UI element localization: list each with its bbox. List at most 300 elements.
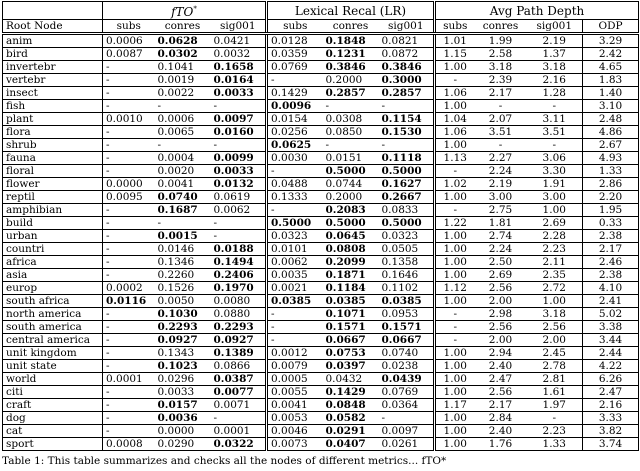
value-cell: 0.2406 [211,269,267,282]
value-cell: 4.10 [583,282,639,295]
value-cell: 0.3846 [379,61,435,74]
value-cell: 2.35 [527,269,583,282]
value-cell: - [211,412,267,425]
value-cell: 3.06 [527,152,583,165]
value-cell: 0.0744 [323,178,379,191]
value-cell: 0.0015 [155,230,211,243]
value-cell: 1.00 [435,243,475,256]
value-cell: - [435,204,475,217]
value-cell: 1.00 [435,438,475,451]
value-cell: - [103,139,155,152]
value-cell: 2.56 [527,321,583,334]
value-cell: 0.2000 [323,191,379,204]
value-cell: 1.00 [435,425,475,438]
value-cell: 0.5000 [379,217,435,230]
value-cell: 2.00 [475,295,527,308]
value-cell: 1.00 [435,139,475,152]
value-cell: 2.23 [527,243,583,256]
value-cell: - [103,61,155,74]
subheader-cell: conres [155,20,211,34]
table-row [3,139,639,152]
value-cell: 0.2000 [323,74,379,87]
value-cell: 0.0001 [103,373,155,386]
value-cell: 0.0740 [379,347,435,360]
root-node-cell: cat [3,425,103,438]
value-cell: 1.12 [435,282,475,295]
value-cell: 0.0095 [103,191,155,204]
value-cell: 0.1343 [155,347,211,360]
value-cell: 0.0080 [211,295,267,308]
value-cell: 0.0065 [155,126,211,139]
value-cell: - [267,74,323,87]
value-cell: 2.16 [583,399,639,412]
value-cell: 0.0032 [211,48,267,61]
value-cell: 0.0006 [155,113,211,126]
value-cell: 0.0041 [267,399,323,412]
value-cell: - [103,243,155,256]
value-cell: 0.0157 [155,399,211,412]
value-cell: 1.00 [435,295,475,308]
value-cell: 0.0030 [267,152,323,165]
value-cell: - [323,100,379,113]
value-cell: - [211,139,267,152]
value-cell: 0.0010 [103,113,155,126]
value-cell: - [103,204,155,217]
value-cell: 0.0116 [103,295,155,308]
value-cell: 2.40 [475,360,527,373]
value-cell: 0.1526 [155,282,211,295]
table-row [3,412,639,425]
table-row [3,217,639,230]
value-cell: 0.0872 [379,48,435,61]
value-cell: 5.02 [583,308,639,321]
value-cell: - [155,217,211,230]
value-cell: 2.56 [475,282,527,295]
root-node-cell: dog [3,412,103,425]
value-cell: - [267,165,323,178]
root-node-header: Root Node [3,20,103,34]
value-cell: 0.0645 [323,230,379,243]
value-cell: 0.2857 [379,87,435,100]
value-cell: 2.17 [475,399,527,412]
value-cell: 2.48 [583,113,639,126]
value-cell: 0.0385 [379,295,435,308]
table-row [3,152,639,165]
value-cell: 0.1571 [379,321,435,334]
value-cell: 0.0953 [379,308,435,321]
value-cell: 0.0740 [155,191,211,204]
value-cell: 0.0036 [155,412,211,425]
table-row [3,334,639,347]
value-cell: - [267,308,323,321]
value-cell: 3.82 [583,425,639,438]
value-cell: 0.0582 [323,412,379,425]
value-cell: - [435,165,475,178]
table-row [3,87,639,100]
value-cell: 0.1358 [379,256,435,269]
value-cell: 1.00 [435,191,475,204]
value-cell: 2.20 [583,191,639,204]
value-cell: 0.0041 [155,178,211,191]
value-cell: 0.1154 [379,113,435,126]
value-cell: 2.27 [475,152,527,165]
root-node-cell: africa [3,256,103,269]
root-node-cell: floral [3,165,103,178]
value-cell: - [475,100,527,113]
value-cell: 0.3000 [379,74,435,87]
root-node-cell: fish [3,100,103,113]
value-cell: 3.18 [527,61,583,74]
value-cell: 2.69 [475,269,527,282]
value-cell: 2.75 [475,204,527,217]
value-cell: 0.1041 [155,61,211,74]
value-cell: 2.67 [583,139,639,152]
value-cell: 0.1184 [323,282,379,295]
value-cell: 0.2099 [323,256,379,269]
value-cell: 0.0021 [267,282,323,295]
value-cell: 3.18 [475,61,527,74]
table-row [3,321,639,334]
value-cell: 0.0667 [379,334,435,347]
value-cell: 0.0005 [267,373,323,386]
value-cell: 0.0146 [155,243,211,256]
value-cell: 0.0256 [267,126,323,139]
value-cell: 2.74 [475,230,527,243]
value-cell: 0.1346 [155,256,211,269]
value-cell: 3.74 [583,438,639,451]
value-cell: 0.2293 [211,321,267,334]
value-cell: 0.0364 [379,399,435,412]
value-cell: 1.04 [435,113,475,126]
value-cell: 0.0302 [155,48,211,61]
value-cell: 2.00 [527,334,583,347]
value-cell: - [527,100,583,113]
value-cell: 0.0769 [379,386,435,399]
value-cell: 2.11 [527,256,583,269]
value-cell: - [527,139,583,152]
value-cell: 2.84 [475,412,527,425]
value-cell: 0.1871 [323,269,379,282]
value-cell: 0.0087 [103,48,155,61]
value-cell: 1.40 [583,87,639,100]
value-cell: 0.0407 [323,438,379,451]
root-node-cell: citi [3,386,103,399]
value-cell: 0.1658 [211,61,267,74]
value-cell: 0.0848 [323,399,379,412]
value-cell: 0.3846 [323,61,379,74]
value-cell: 0.0323 [267,230,323,243]
value-cell: 2.47 [475,373,527,386]
value-cell: - [103,308,155,321]
value-cell: 0.0323 [379,230,435,243]
value-cell: - [103,347,155,360]
value-cell: - [103,399,155,412]
root-node-cell: asia [3,269,103,282]
value-cell: - [527,412,583,425]
value-cell: 0.0421 [211,34,267,48]
value-cell: 2.28 [527,230,583,243]
value-cell: 0.0808 [323,243,379,256]
table-row [3,282,639,295]
root-node-cell: south africa [3,295,103,308]
value-cell: 1.97 [527,399,583,412]
value-cell: 0.0619 [211,191,267,204]
table-row [3,34,639,48]
value-cell: 0.0667 [323,334,379,347]
value-cell: - [103,256,155,269]
value-cell: 2.56 [475,321,527,334]
subheader-cell: conres [475,20,527,34]
value-cell: 1.00 [435,100,475,113]
value-cell: 0.5000 [379,165,435,178]
value-cell: 1.95 [583,204,639,217]
root-node-cell: vertebr [3,74,103,87]
value-cell: 1.33 [527,438,583,451]
root-node-cell: unit kingdom [3,347,103,360]
table-row [3,295,639,308]
value-cell: 4.93 [583,152,639,165]
value-cell: 0.0050 [155,295,211,308]
value-cell: 1.61 [527,386,583,399]
value-cell: 1.00 [435,412,475,425]
value-cell: - [155,100,211,113]
root-node-cell: insect [3,87,103,100]
value-cell: 0.0096 [267,100,323,113]
value-cell: - [211,100,267,113]
value-cell: 0.0753 [323,347,379,360]
value-cell: 2.58 [475,48,527,61]
subheader-cell: subs [267,20,323,34]
root-node-cell: north america [3,308,103,321]
table-row [3,243,639,256]
value-cell: - [103,386,155,399]
value-cell: 0.0188 [211,243,267,256]
value-cell: 0.0833 [379,204,435,217]
value-cell: 0.0387 [211,373,267,386]
value-cell: 2.38 [583,230,639,243]
root-node-cell: europ [3,282,103,295]
value-cell: 3.29 [583,34,639,48]
value-cell: 1.00 [527,295,583,308]
value-cell: 0.0077 [211,386,267,399]
value-cell: 0.0160 [211,126,267,139]
value-cell: 2.50 [475,256,527,269]
value-cell: 2.47 [583,386,639,399]
value-cell: 0.0000 [103,178,155,191]
value-cell: 0.1494 [211,256,267,269]
value-cell: 0.0099 [211,152,267,165]
value-cell: 2.19 [527,34,583,48]
value-cell: 0.0033 [211,165,267,178]
value-cell: 1.06 [435,87,475,100]
value-cell: 2.81 [527,373,583,386]
table-body [3,34,639,451]
value-cell: 1.01 [435,34,475,48]
value-cell: 2.17 [475,87,527,100]
root-node-cell: plant [3,113,103,126]
value-cell: - [155,139,211,152]
root-node-cell: anim [3,34,103,48]
table-caption: Table 1: This table summarizes and checks all the nodes of different metrics... fTO* [2,455,447,467]
table-row [3,347,639,360]
value-cell: - [211,217,267,230]
value-cell: 0.1102 [379,282,435,295]
group-title-lexical-recall: Lexical Recal (LR) [267,2,435,20]
value-cell: - [103,217,155,230]
value-cell: - [103,230,155,243]
value-cell: 0.0439 [379,373,435,386]
value-cell: 0.1030 [155,308,211,321]
value-cell: 1.76 [475,438,527,451]
table-row [3,438,639,451]
value-cell: 2.07 [475,113,527,126]
table-row [3,113,639,126]
value-cell: 0.0012 [267,347,323,360]
table-row [3,178,639,191]
subheader-cell: subs [435,20,475,34]
subheader-cell: sig001 [527,20,583,34]
value-cell: 2.39 [475,74,527,87]
value-cell: 0.0000 [155,425,211,438]
value-cell: 1.15 [435,48,475,61]
value-cell: - [323,139,379,152]
value-cell: 0.5000 [267,217,323,230]
root-node-cell: fauna [3,152,103,165]
value-cell: - [103,100,155,113]
value-cell: - [103,269,155,282]
value-cell: - [103,165,155,178]
group-title-avg-path-depth: Avg Path Depth [435,2,639,20]
value-cell: - [103,360,155,373]
value-cell: - [475,139,527,152]
value-cell: 6.26 [583,373,639,386]
value-cell: 0.0625 [267,139,323,152]
value-cell: 2.42 [583,48,639,61]
value-cell: 3.00 [527,191,583,204]
value-cell: - [267,334,323,347]
value-cell: - [435,308,475,321]
value-cell: 0.0097 [379,425,435,438]
value-cell: 0.2857 [323,87,379,100]
root-node-cell: unit state [3,360,103,373]
value-cell: 0.0019 [155,74,211,87]
value-cell: - [103,152,155,165]
value-cell: - [103,334,155,347]
value-cell: - [379,412,435,425]
value-cell: 2.69 [527,217,583,230]
value-cell: 1.00 [527,204,583,217]
value-cell: 1.13 [435,152,475,165]
value-cell: 4.22 [583,360,639,373]
value-cell: 3.51 [527,126,583,139]
value-cell: 0.0238 [379,360,435,373]
value-cell: 1.06 [435,126,475,139]
value-cell: 0.0062 [267,256,323,269]
value-cell: 2.38 [583,269,639,282]
value-cell: 1.91 [527,178,583,191]
table-row [3,425,639,438]
value-cell: 0.5000 [323,165,379,178]
value-cell: 0.1389 [211,347,267,360]
root-node-cell: sport [3,438,103,451]
value-cell: 1.02 [435,178,475,191]
value-cell: 0.0008 [103,438,155,451]
value-cell: 0.2667 [379,191,435,204]
value-cell: 2.78 [527,360,583,373]
value-cell: 3.44 [583,334,639,347]
value-cell: 4.86 [583,126,639,139]
root-node-cell: world [3,373,103,386]
value-cell: 0.0488 [267,178,323,191]
root-node-cell: reptil [3,191,103,204]
value-cell: 0.0880 [211,308,267,321]
value-cell: - [435,334,475,347]
table-row [3,191,639,204]
value-cell: 1.83 [583,74,639,87]
root-node-cell: urban [3,230,103,243]
root-node-cell: bird [3,48,103,61]
value-cell: 0.0432 [323,373,379,386]
group-header-row [3,2,639,20]
value-cell: 2.00 [475,334,527,347]
table-row [3,308,639,321]
value-cell: 0.1848 [323,34,379,48]
value-cell: - [103,126,155,139]
value-cell: 2.19 [475,178,527,191]
value-cell: 0.0290 [155,438,211,451]
value-cell: 3.51 [475,126,527,139]
value-cell: 0.0132 [211,178,267,191]
value-cell: 1.00 [435,61,475,74]
value-cell: 0.0033 [211,87,267,100]
value-cell: 1.28 [527,87,583,100]
value-cell: 0.0055 [267,386,323,399]
value-cell: 1.99 [475,34,527,48]
value-cell: 2.94 [475,347,527,360]
root-node-cell: central america [3,334,103,347]
subheader-cell: sig001 [379,20,435,34]
value-cell: 0.0308 [323,113,379,126]
value-cell: 0.0397 [323,360,379,373]
value-cell: 0.1970 [211,282,267,295]
table-row [3,126,639,139]
subheader-cell: sig001 [211,20,267,34]
root-node-cell: amphibian [3,204,103,217]
value-cell: - [435,74,475,87]
value-cell: 1.17 [435,399,475,412]
value-cell: 0.0079 [267,360,323,373]
value-cell: 0.0001 [211,425,267,438]
value-cell: 0.1429 [267,87,323,100]
value-cell: 0.1571 [323,321,379,334]
value-cell: 0.0628 [155,34,211,48]
value-cell: 0.1646 [379,269,435,282]
value-cell: 0.0020 [155,165,211,178]
value-cell: 2.17 [583,243,639,256]
table-row [3,204,639,217]
value-cell: 0.0073 [267,438,323,451]
value-cell: 0.0322 [211,438,267,451]
subheader-cell: subs [103,20,155,34]
value-cell: 0.0006 [103,34,155,48]
value-cell: 2.44 [583,347,639,360]
root-node-cell: flora [3,126,103,139]
value-cell: 0.0769 [267,61,323,74]
subheader-cell: conres [323,20,379,34]
value-cell: 0.0385 [323,295,379,308]
value-cell: 1.00 [435,256,475,269]
value-cell: 0.0927 [211,334,267,347]
